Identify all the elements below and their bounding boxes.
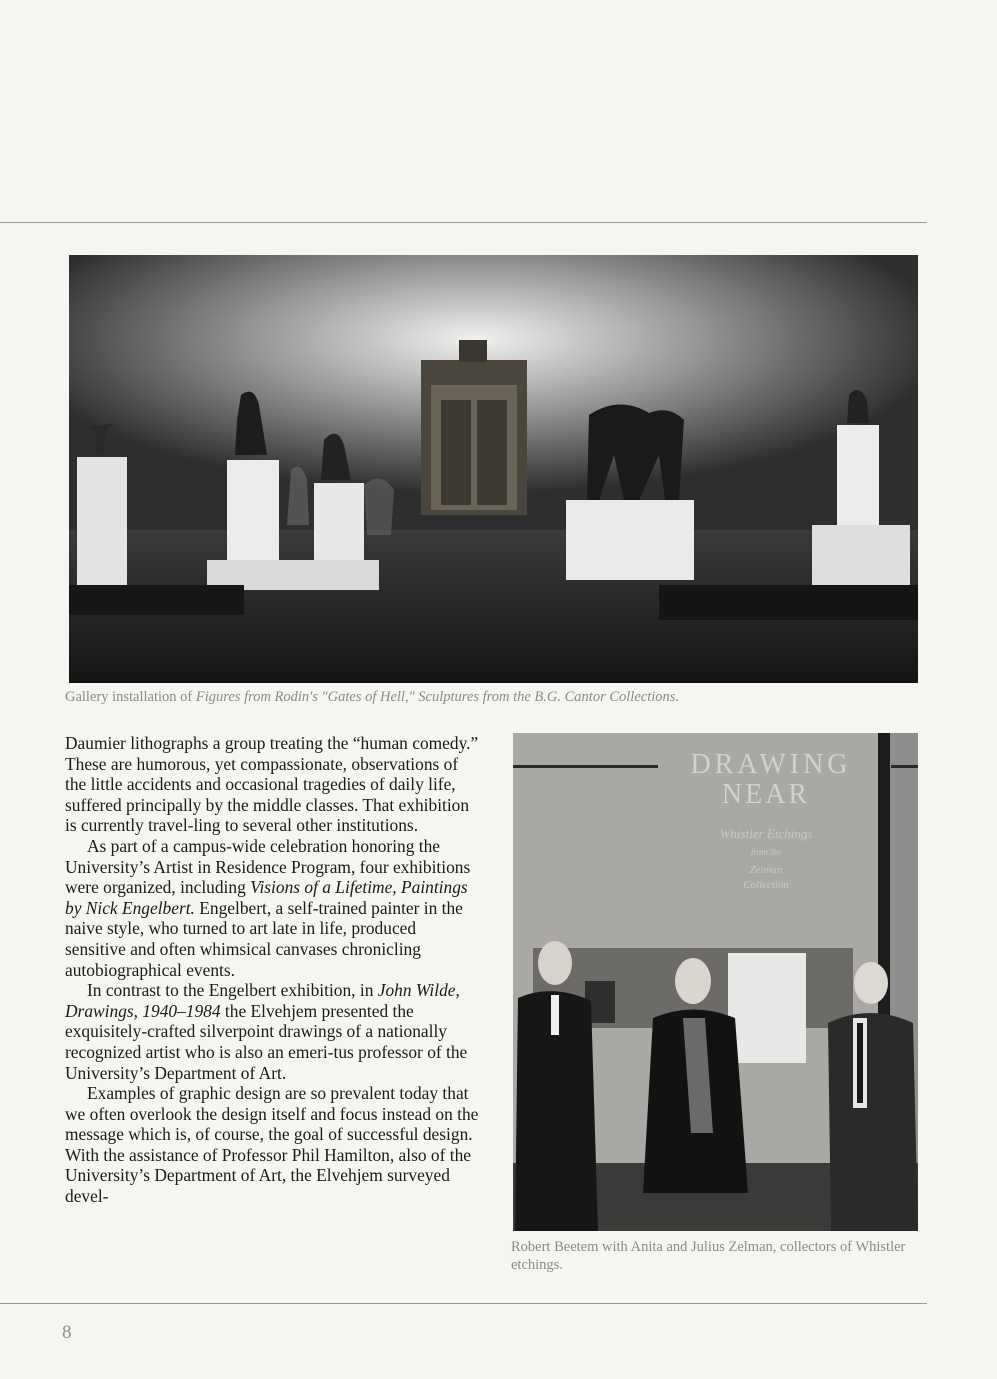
poster-title-line1: DRAWING bbox=[690, 749, 852, 780]
poster-subtitle-1: Whistler Etchings bbox=[719, 826, 813, 841]
poster-subtitle-2: from the bbox=[751, 847, 781, 857]
page-number: 8 bbox=[62, 1322, 72, 1343]
paragraph-3-a: In contrast to the Engelbert exhibition, in bbox=[87, 980, 378, 1001]
gallery-caption-prefix: Gallery installation of bbox=[65, 689, 196, 705]
paragraph-3 bbox=[65, 980, 480, 1083]
people-photo-drawing bbox=[513, 733, 918, 1231]
paragraph-2-a: As part of a campus-wide celebration honoring the University’s Artist in Residence Program, four exhibitions were organized, including bbox=[65, 835, 471, 898]
paragraph-2 bbox=[65, 836, 480, 980]
paragraph-1: Daumier lithographs a group treating the “human comedy.” These are humorous, yet compassionate, observations of the little accidents and occasional tragedies of daily life, suffered principally by the middle classes. That exhibition is currently travel-ling to several other institutions. bbox=[65, 733, 479, 836]
poster-subtitle-4: Collection bbox=[743, 879, 789, 891]
paragraph-2-b: Engelbert, a self-trained painter in the naive style, who turned to art late in life, produced sensitive and often whimsical canvases chronicling autobiographical events. bbox=[65, 897, 463, 980]
top-rule bbox=[0, 222, 927, 223]
body-text bbox=[65, 733, 480, 1207]
paragraph-2-italic: Visions of a Lifetime, Paintings by Nick Engelbert. bbox=[65, 877, 468, 918]
gallery-caption bbox=[65, 688, 935, 706]
gallery-photo-drawing bbox=[69, 255, 918, 683]
people-caption: Robert Beetem with Anita and Julius Zelman, collectors of Whistler etchings. bbox=[511, 1239, 906, 1273]
people-photo bbox=[513, 733, 918, 1231]
paragraph-3-italic: John Wilde, Drawings, 1940–1984 bbox=[65, 980, 460, 1021]
poster-subtitle-3: Zelman bbox=[749, 864, 783, 876]
gallery-caption-title: Figures from Rodin's "Gates of Hell," Sculptures from the B.G. Cantor Collections. bbox=[195, 689, 680, 705]
gallery-photo bbox=[69, 255, 918, 683]
paragraph-4: Examples of graphic design are so prevalent today that we often overlook the design itself and focus instead on the message which is, of course, the goal of successful design. With the assistance of Professor Phil Hamilton, also of the University’s Department of Art, the Elvehjem surveyed devel- bbox=[65, 1083, 479, 1207]
paragraph-3-b: the Elvehjem presented the exquisitely-crafted silverpoint drawings of a nationally recognized artist who is also an emeri-tus professor of the University’s Department of Art. bbox=[65, 1000, 468, 1083]
poster-title-line2: NEAR bbox=[721, 779, 811, 810]
bottom-rule bbox=[0, 1303, 927, 1304]
